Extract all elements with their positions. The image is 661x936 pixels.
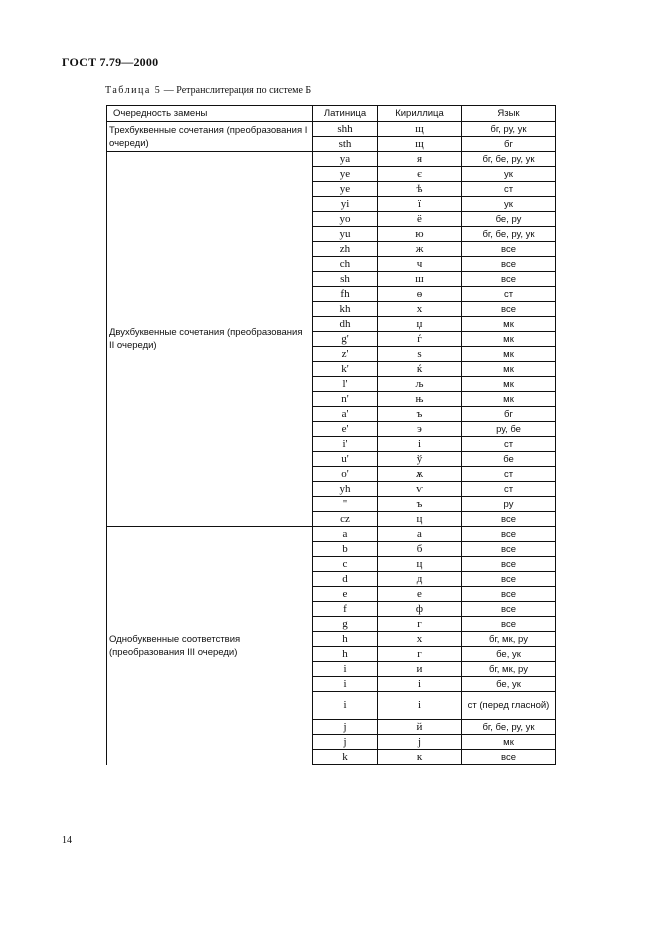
cyrillic-cell: х [378, 302, 462, 317]
cyrillic-cell: ѫ [378, 467, 462, 482]
language-cell: все [462, 527, 556, 542]
latin-cell: ye [313, 167, 378, 182]
language-cell: все [462, 512, 556, 527]
table-body [107, 122, 556, 765]
cyrillic-cell: ё [378, 212, 462, 227]
cyrillic-cell: ў [378, 452, 462, 467]
latin-cell: k [313, 750, 378, 765]
language-cell: бе [462, 452, 556, 467]
cyrillic-cell: ї [378, 197, 462, 212]
cyrillic-cell: б [378, 542, 462, 557]
language-cell: все [462, 587, 556, 602]
language-cell: мк [462, 347, 556, 362]
table-row [107, 152, 556, 167]
cyrillic-cell: ц [378, 557, 462, 572]
latin-cell: o' [313, 467, 378, 482]
latin-cell: ch [313, 257, 378, 272]
language-cell: бе, ру [462, 212, 556, 227]
cyrillic-cell: ш [378, 272, 462, 287]
table-row [107, 527, 556, 542]
latin-cell: a [313, 527, 378, 542]
table-caption [105, 85, 311, 96]
cyrillic-cell: ф [378, 602, 462, 617]
latin-cell: sh [313, 272, 378, 287]
cyrillic-cell: д [378, 572, 462, 587]
cyrillic-cell: і [378, 437, 462, 452]
cyrillic-cell: и [378, 662, 462, 677]
latin-cell: e' [313, 422, 378, 437]
cyrillic-cell: ч [378, 257, 462, 272]
language-cell: бг, ру, ук [462, 122, 556, 137]
language-cell: все [462, 572, 556, 587]
latin-cell: k' [313, 362, 378, 377]
latin-cell: h [313, 647, 378, 662]
language-cell: бг, бе, ру, ук [462, 720, 556, 735]
cyrillic-cell: ъ [378, 497, 462, 512]
latin-cell: yo [313, 212, 378, 227]
latin-cell: yu [313, 227, 378, 242]
language-cell: бг, бе, ру, ук [462, 227, 556, 242]
cyrillic-cell: ю [378, 227, 462, 242]
cyrillic-cell: ќ [378, 362, 462, 377]
cyrillic-cell: ѵ [378, 482, 462, 497]
language-cell: ру, бе [462, 422, 556, 437]
latin-cell: u' [313, 452, 378, 467]
retransliteration-table [106, 105, 556, 765]
cyrillic-cell: я [378, 152, 462, 167]
table-row [107, 122, 556, 137]
latin-cell: kh [313, 302, 378, 317]
latin-cell: ye [313, 182, 378, 197]
latin-cell: i [313, 662, 378, 677]
language-cell: ук [462, 197, 556, 212]
cyrillic-cell: ј [378, 735, 462, 750]
cyrillic-cell: ц [378, 512, 462, 527]
language-cell: бе, ук [462, 677, 556, 692]
page-number: 14 [62, 835, 72, 846]
latin-cell: j [313, 720, 378, 735]
column-header-language: Язык [462, 106, 556, 122]
latin-cell: yh [313, 482, 378, 497]
group-title: Трехбуквенные сочетания (преобразования I очереди) [107, 122, 313, 152]
cyrillic-cell: є [378, 167, 462, 182]
group-title: Однобуквенные соответствия (преобразования III очереди) [107, 527, 313, 765]
language-cell: ук [462, 167, 556, 182]
latin-cell: '' [313, 497, 378, 512]
latin-cell: i' [313, 437, 378, 452]
document-header: ГОСТ 7.79—2000 [62, 55, 159, 69]
column-header-cyrillic: Кириллица [378, 106, 462, 122]
latin-cell: f [313, 602, 378, 617]
latin-cell: i [313, 677, 378, 692]
cyrillic-cell: і [378, 692, 462, 720]
table-caption-label: Таблица 5 [105, 85, 162, 96]
cyrillic-cell: ѳ [378, 287, 462, 302]
language-cell: бг, бе, ру, ук [462, 152, 556, 167]
cyrillic-cell: г [378, 617, 462, 632]
latin-cell: e [313, 587, 378, 602]
cyrillic-cell: љ [378, 377, 462, 392]
latin-cell: l' [313, 377, 378, 392]
language-cell: мк [462, 332, 556, 347]
column-header-latin: Латиница [313, 106, 378, 122]
latin-cell: dh [313, 317, 378, 332]
language-cell: все [462, 302, 556, 317]
latin-cell: c [313, 557, 378, 572]
table-header-row [107, 106, 556, 122]
language-cell: ру [462, 497, 556, 512]
language-cell: бг, мк, ру [462, 632, 556, 647]
cyrillic-cell: й [378, 720, 462, 735]
latin-cell: zh [313, 242, 378, 257]
cyrillic-cell: щ [378, 137, 462, 152]
language-cell: все [462, 617, 556, 632]
cyrillic-cell: ж [378, 242, 462, 257]
latin-cell: sth [313, 137, 378, 152]
language-cell: бг, мк, ру [462, 662, 556, 677]
latin-cell: h [313, 632, 378, 647]
cyrillic-cell: а [378, 527, 462, 542]
language-cell: все [462, 750, 556, 765]
latin-cell: g' [313, 332, 378, 347]
cyrillic-cell: э [378, 422, 462, 437]
latin-cell: b [313, 542, 378, 557]
language-cell: мк [462, 377, 556, 392]
language-cell: все [462, 242, 556, 257]
cyrillic-cell: г [378, 647, 462, 662]
latin-cell: cz [313, 512, 378, 527]
language-cell: ст [462, 182, 556, 197]
cyrillic-cell: џ [378, 317, 462, 332]
language-cell: все [462, 557, 556, 572]
latin-cell: n' [313, 392, 378, 407]
language-cell: мк [462, 392, 556, 407]
latin-cell: i [313, 692, 378, 720]
language-cell: бе, ук [462, 647, 556, 662]
cyrillic-cell: њ [378, 392, 462, 407]
cyrillic-cell: е [378, 587, 462, 602]
group-title: Двухбуквенные сочетания (преобразования II очереди) [107, 152, 313, 527]
language-cell: все [462, 602, 556, 617]
latin-cell: fh [313, 287, 378, 302]
language-cell: все [462, 272, 556, 287]
language-cell: ст (перед гласной) [462, 692, 556, 720]
language-cell: все [462, 257, 556, 272]
cyrillic-cell: ѕ [378, 347, 462, 362]
latin-cell: yi [313, 197, 378, 212]
language-cell: бг [462, 407, 556, 422]
table-caption-text: — Ретранслитерация по системе Б [161, 85, 312, 96]
cyrillic-cell: ѣ [378, 182, 462, 197]
language-cell: бг [462, 137, 556, 152]
latin-cell: z' [313, 347, 378, 362]
language-cell: ст [462, 467, 556, 482]
language-cell: мк [462, 317, 556, 332]
cyrillic-cell: і [378, 677, 462, 692]
language-cell: ст [462, 287, 556, 302]
column-header-order: Очередность замены [107, 106, 313, 122]
cyrillic-cell: к [378, 750, 462, 765]
latin-cell: shh [313, 122, 378, 137]
language-cell: ст [462, 437, 556, 452]
cyrillic-cell: х [378, 632, 462, 647]
cyrillic-cell: ъ [378, 407, 462, 422]
language-cell: ст [462, 482, 556, 497]
latin-cell: g [313, 617, 378, 632]
latin-cell: ya [313, 152, 378, 167]
latin-cell: j [313, 735, 378, 750]
latin-cell: a' [313, 407, 378, 422]
language-cell: все [462, 542, 556, 557]
latin-cell: d [313, 572, 378, 587]
language-cell: мк [462, 735, 556, 750]
cyrillic-cell: щ [378, 122, 462, 137]
cyrillic-cell: ѓ [378, 332, 462, 347]
language-cell: мк [462, 362, 556, 377]
